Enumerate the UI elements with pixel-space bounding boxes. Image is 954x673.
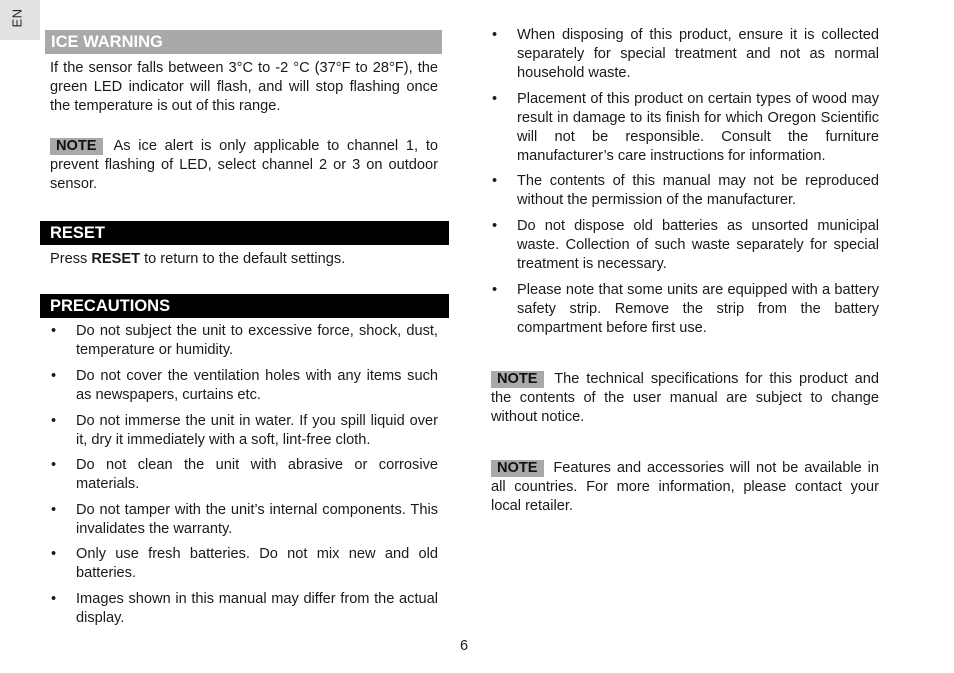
bullet: • — [51, 502, 57, 518]
note-availability — [491, 459, 879, 516]
list-item — [40, 412, 449, 450]
list-item-text: Do not tamper with the unit’s internal components. This invalidates the warranty. — [76, 502, 438, 537]
list-item — [40, 367, 449, 405]
reset-text-before: Press — [50, 251, 92, 267]
list-item-text: Please note that some units are equipped with a battery safety strip. Remove the strip from the battery compartment before first use. — [517, 282, 879, 336]
list-item-text: The contents of this manual may not be reproduced without the permission of the manufacturer. — [517, 173, 879, 208]
ice-warning-body: If the sensor falls between 3°C to -2 °C (37°F to 28°F), the green LED indicator will flash, and will stop flashing once the temperature is out of this range. — [50, 60, 438, 114]
language-tab — [0, 0, 40, 40]
reset-heading: RESET — [40, 221, 449, 245]
list-item-text: Do not immerse the unit in water. If you spill liquid over it, dry it immediately with a soft, lint-free cloth. — [76, 413, 438, 448]
list-item — [491, 281, 879, 338]
list-item — [40, 456, 449, 494]
list-item-text: Do not subject the unit to excessive force, shock, dust, temperature or humidity. — [76, 323, 438, 358]
list-item-text: Do not cover the ventilation holes with any items such as newspapers, curtains etc. — [76, 368, 438, 403]
bullet: • — [51, 457, 57, 473]
bullet: • — [492, 91, 498, 107]
list-item-text: Do not clean the unit with abrasive or corrosive materials. — [76, 457, 438, 492]
list-item-text: Images shown in this manual may differ from the actual display. — [76, 591, 438, 626]
precautions-list-left — [40, 322, 449, 628]
list-item-text: When disposing of this product, ensure it is collected separately for special treatment and not as normal household waste. — [517, 27, 879, 81]
note-text: As ice alert is only applicable to channel 1, to prevent flashing of LED, select channel 2 or 3 on outdoor sensor. — [50, 138, 438, 192]
ice-warning-note — [40, 137, 449, 194]
list-item-text: Do not dispose old batteries as unsorted municipal waste. Collection of such waste separately for special treatment is necessary. — [517, 218, 879, 272]
bullet: • — [51, 413, 57, 429]
bullet: • — [51, 591, 57, 607]
reset-text-bold: RESET — [91, 251, 141, 267]
list-item-text: Only use fresh batteries. Do not mix new and old batteries. — [76, 546, 438, 581]
note-text: The technical specifications for this product and the contents of the user manual are subject to change without notice. — [491, 371, 879, 425]
bullet: • — [51, 546, 57, 562]
list-item — [40, 501, 449, 539]
bullet: • — [492, 173, 498, 189]
list-item — [40, 322, 449, 360]
left-column — [40, 30, 449, 628]
list-item — [491, 217, 879, 274]
language-label: EN — [9, 8, 25, 28]
note-specifications — [491, 370, 879, 427]
page-number: 6 — [459, 638, 469, 654]
note-label: NOTE — [491, 371, 544, 388]
reset-body — [40, 250, 449, 269]
bullet: • — [51, 323, 57, 339]
bullet: • — [492, 282, 498, 298]
note-text: Features and accessories will not be available in all countries. For more information, please contact your local retailer. — [491, 460, 879, 514]
note-label: NOTE — [491, 460, 544, 477]
list-item-text: Placement of this product on certain types of wood may result in damage to its finish for which Oregon Scientific will not be responsible. Consult the furniture manufacturer’s care instructions for information. — [517, 91, 879, 164]
list-item — [491, 172, 879, 210]
note-label: NOTE — [50, 138, 103, 155]
bullet: • — [492, 218, 498, 234]
bullet: • — [51, 368, 57, 384]
reset-text-after: to return to the default settings. — [140, 251, 346, 267]
list-item — [40, 545, 449, 583]
precautions-list-right — [491, 26, 879, 338]
list-item — [40, 590, 449, 628]
precautions-heading: PRECAUTIONS — [40, 294, 449, 318]
bullet: • — [492, 27, 498, 43]
ice-warning-heading: ICE WARNING — [45, 30, 442, 54]
right-column — [491, 26, 879, 516]
list-item — [491, 26, 879, 83]
list-item — [491, 90, 879, 166]
